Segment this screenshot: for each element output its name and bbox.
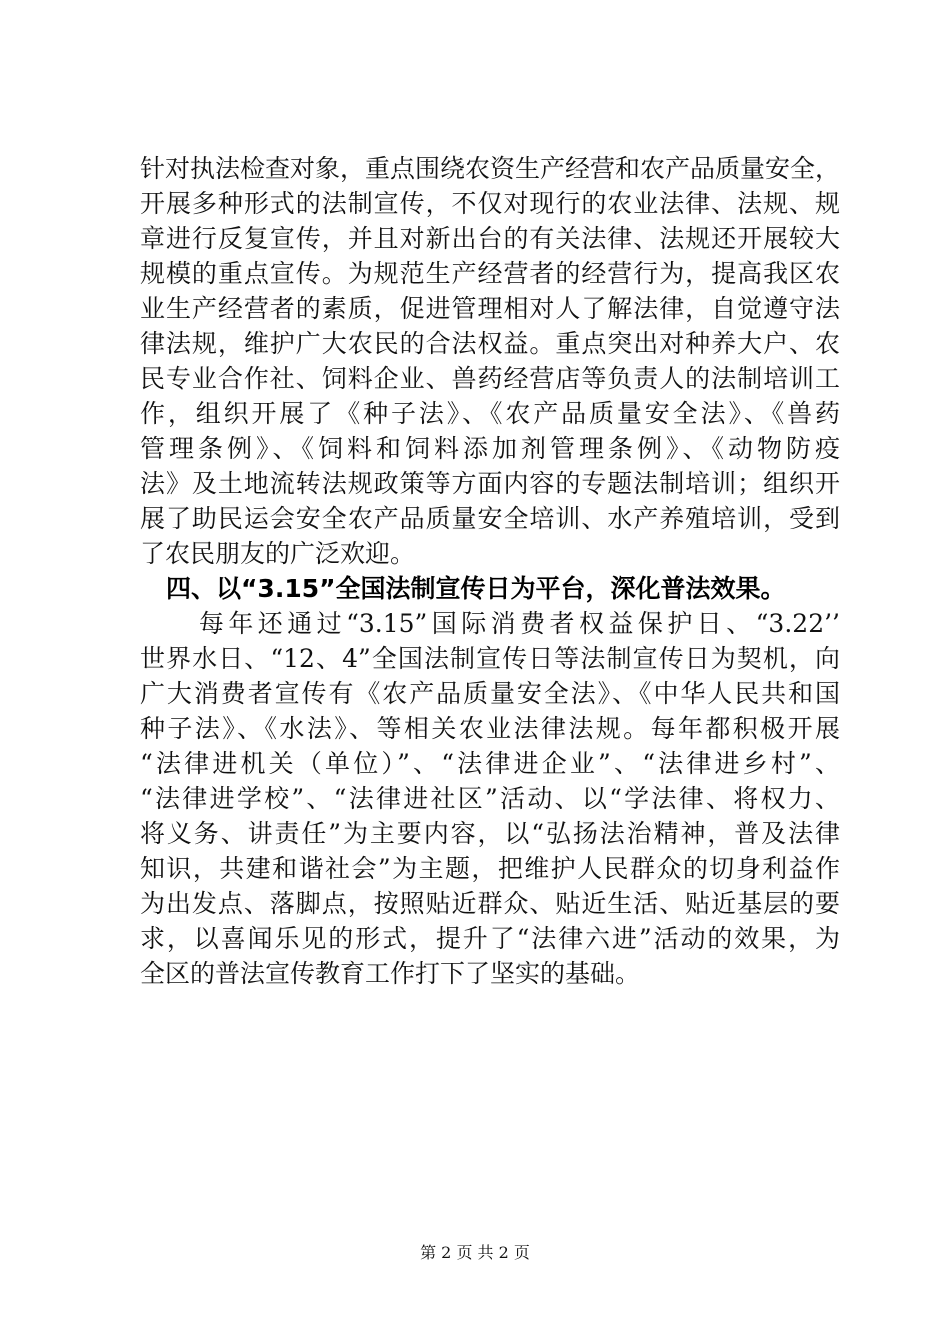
text-line: 世界水日、“12、4”全国法制宣传日等法制宣传日为契机，向	[140, 644, 840, 673]
text-line: 将义务、讲责任”为主要内容，以“弘扬法治精神，普及法律	[140, 819, 840, 848]
text-line: 管理条例》、《饲料和饲料添加剂管理条例》、《动物防疫	[140, 434, 840, 463]
text-line: 为出发点、落脚点，按照贴近群众、贴近生活、贴近基层的要	[140, 889, 840, 918]
section-heading: 四、以“3.15”全国法制宣传日为平台，深化普法效果。	[166, 574, 786, 603]
text-line: 章进行反复宣传，并且对新出台的有关法律、法规还开展较大	[140, 224, 840, 253]
text-line: 法》及土地流转法规政策等方面内容的专题法制培训；组织开	[140, 469, 840, 498]
text-line: 开展多种形式的法制宣传，不仅对现行的农业法律、法规、规	[140, 189, 840, 218]
text-line: 全区的普法宣传教育工作打下了坚实的基础。	[140, 959, 641, 988]
text-line: 每年还通过“3.15”国际消费者权益保护日、“3.22’’	[140, 609, 840, 638]
text-line: 民专业合作社、饲料企业、兽药经营店等负责人的法制培训工	[140, 364, 840, 393]
paragraph-2	[140, 606, 840, 991]
text-line: 了农民朋友的广泛欢迎。	[140, 539, 416, 568]
text-line: 求，以喜闻乐见的形式，提升了“法律六进”活动的效果，为	[140, 924, 840, 953]
text-line: “法律进机关（单位）”、“法律进企业”、“法律进乡村”、	[140, 749, 840, 778]
text-line: 知识，共建和谐社会”为主题，把维护人民群众的切身利益作	[140, 854, 840, 883]
text-line: 业生产经营者的素质，促进管理相对人了解法律，自觉遵守法	[140, 294, 840, 323]
text-line: 律法规，维护广大农民的合法权益。重点突出对种养大户、农	[140, 329, 840, 358]
text-line: 规模的重点宣传。为规范生产经营者的经营行为，提高我区农	[140, 259, 840, 288]
text-line: “法律进学校”、“法律进社区”活动、以“学法律、将权力、	[140, 784, 840, 813]
text-line: 展了助民运会安全农产品质量安全培训、水产养殖培训，受到	[140, 504, 840, 533]
page-number-footer: 第 2 页 共 2 页	[420, 1243, 530, 1262]
text-line: 作，组织开展了《种子法》、《农产品质量安全法》、《兽药	[140, 399, 840, 428]
text-line: 广大消费者宣传有《农产品质量安全法》、《中华人民共和国	[140, 679, 840, 708]
text-line: 种子法》、《水法》、等相关农业法律法规。每年都积极开展	[140, 714, 840, 743]
document-body	[140, 151, 840, 991]
paragraph-1	[140, 151, 840, 571]
text-line: 针对执法检查对象，重点围绕农资生产经营和农产品质量安全，	[140, 154, 841, 183]
